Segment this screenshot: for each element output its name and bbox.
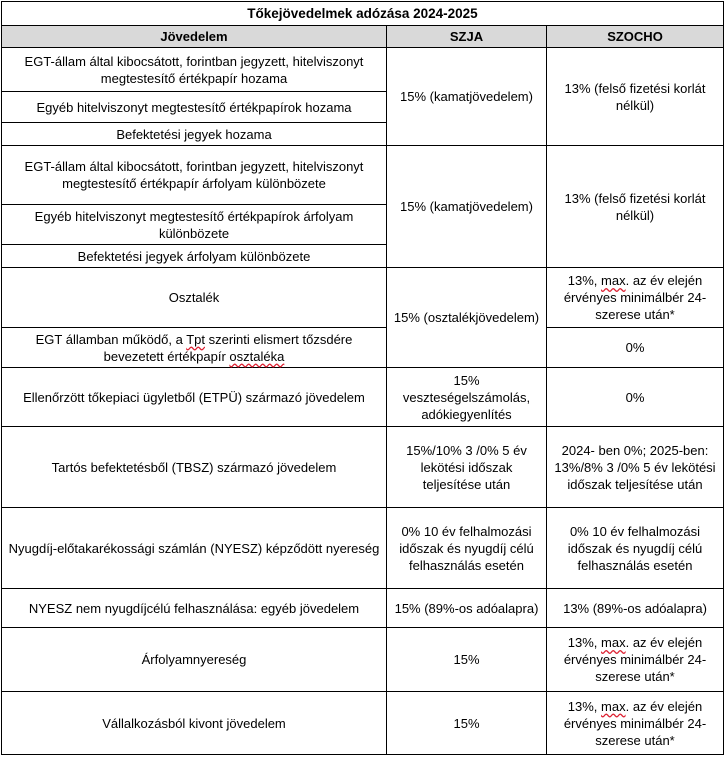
szocho-cell [547, 268, 724, 328]
income-cell: Egyéb hitelviszonyt megtestesítő értékpapírok hozama [2, 92, 387, 123]
szocho-text: . az év elején érvényes minimálbér 24-szerese után* [563, 635, 707, 684]
table-row [2, 368, 724, 427]
income-cell: Egyéb hitelviszonyt megtestesítő értékpapírok árfolyam különbözete [2, 205, 387, 245]
szocho-text: max [601, 635, 626, 650]
table-row [2, 146, 724, 205]
szocho-cell: 0% [547, 328, 724, 368]
szocho-cell: 13% (felső fizetési korlát nélkül) [547, 48, 724, 146]
szja-cell: 15% [387, 692, 547, 755]
header-row [2, 26, 724, 48]
income-cell: NYESZ nem nyugdíjcélú felhasználása: egyéb jövedelem [2, 589, 387, 628]
header-szocho: SZOCHO [547, 26, 724, 48]
table-row [2, 508, 724, 589]
income-cell: Nyugdíj-előtakarékossági számlán (NYESZ) képződött nyereség [2, 508, 387, 589]
table-row [2, 48, 724, 92]
income-text: Tpt [186, 331, 205, 347]
szocho-text: 13%, [567, 635, 602, 650]
table-row [2, 628, 724, 692]
szja-cell: 15% [387, 628, 547, 692]
header-income: Jövedelem [2, 26, 387, 48]
szocho-cell [547, 692, 724, 755]
table-row [2, 589, 724, 628]
income-text: EGT államban működő, a [35, 331, 187, 347]
table-row [2, 692, 724, 755]
szocho-cell: 13% (89%-os adóalapra) [547, 589, 724, 628]
szocho-text: 13%, [567, 273, 602, 288]
szja-cell: 15%/10% 3 /0% 5 év lekötési időszak teljesítése után [387, 427, 547, 508]
income-cell: EGT-állam által kibocsátott, forintban jegyzett, hitelviszonyt megtestesítő értékpapír árfolyam különbözete [2, 146, 387, 205]
income-cell: Árfolyamnyereség [2, 628, 387, 692]
szocho-text: . az év elején érvényes minimálbér 24-szerese után* [563, 273, 707, 322]
income-cell: Befektetési jegyek hozama [2, 123, 387, 146]
income-text: szerinti elismert tőzsdére bevezetett értékpapír [103, 331, 353, 364]
income-cell: Befektetési jegyek árfolyam különbözete [2, 245, 387, 268]
table-row [2, 268, 724, 328]
income-cell: Vállalkozásból kivont jövedelem [2, 692, 387, 755]
szocho-cell: 13% (felső fizetési korlát nélkül) [547, 146, 724, 268]
income-cell: Osztalék [2, 268, 387, 328]
income-cell: Tartós befektetésből (TBSZ) származó jövedelem [2, 427, 387, 508]
table-title: Tőkejövedelmek adózása 2024-2025 [2, 2, 724, 26]
szja-cell: 0% 10 év felhalmozási időszak és nyugdíj célú felhasználás esetén [387, 508, 547, 589]
szja-cell: 15% (kamatjövedelem) [387, 146, 547, 268]
income-cell [2, 328, 387, 368]
szocho-cell: 0% [547, 368, 724, 427]
szocho-text: max [601, 273, 626, 288]
szja-cell: 15% (kamatjövedelem) [387, 48, 547, 146]
szocho-cell: 2024- ben 0%; 2025-ben: 13%/8% 3 /0% 5 év lekötési időszak teljesítése után [547, 427, 724, 508]
szja-cell: 15% (osztalékjövedelem) [387, 268, 547, 368]
szocho-cell: 0% 10 év felhalmozási időszak és nyugdíj célú felhasználás esetén [547, 508, 724, 589]
table-row [2, 427, 724, 508]
table-row [2, 328, 724, 368]
szocho-text: . az év elején érvényes minimálbér 24-szerese után* [563, 698, 707, 748]
szja-cell: 15% veszteségelszámolás, adókiegyenlítés [387, 368, 547, 427]
szocho-text: max [601, 698, 626, 714]
income-cell: Ellenőrzött tőkepiaci ügyletből (ETPÜ) származó jövedelem [2, 368, 387, 427]
income-text: osztaléka [229, 348, 285, 364]
szocho-text: 13%, [567, 698, 602, 714]
szocho-cell [547, 628, 724, 692]
header-szja: SZJA [387, 26, 547, 48]
tax-table [1, 1, 724, 755]
income-cell: EGT-állam által kibocsátott, forintban jegyzett, hitelviszonyt megtestesítő értékpapír hozama [2, 48, 387, 92]
szja-cell: 15% (89%-os adóalapra) [387, 589, 547, 628]
